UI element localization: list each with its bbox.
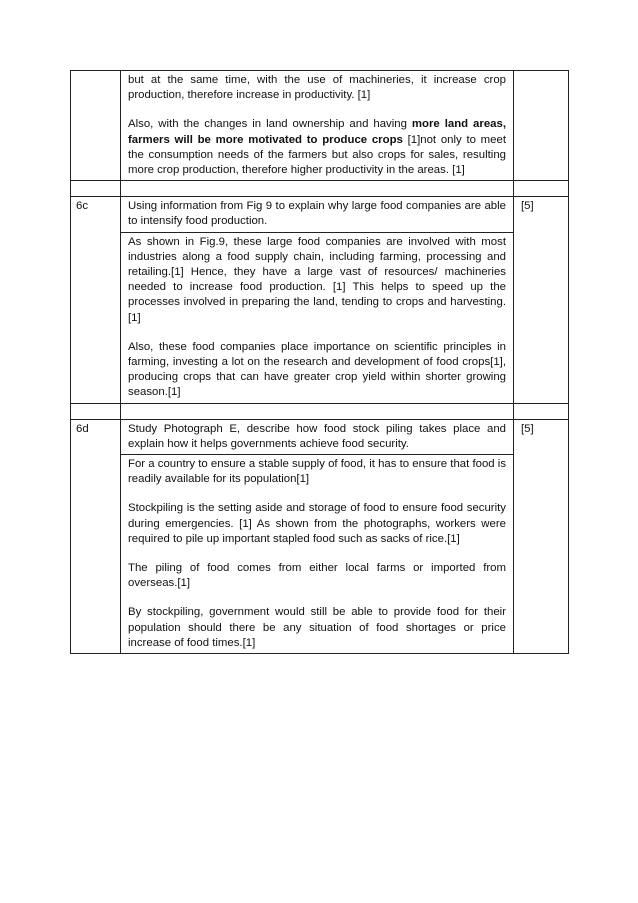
answer-paragraph: but at the same time, with the use of machineries, it increase crop production, therefore increase in productivity. [1] <box>128 74 506 102</box>
answer-paragraph: As shown in Fig.9, these large food companies are involved with most industries along a food supply chain, including farming, processing and retailing.[1] Hence, they have a large vast of resources/ machineries needed to increase food production. [1] This helps to speed up the processes involved in preparing the land, tending to crops and harvesting.[1] <box>128 235 506 324</box>
question-number-cell: 6d <box>71 419 121 653</box>
answer-paragraph: Stockpiling is the setting aside and storage of food to ensure food security during emergencies. [1] As shown from the photographs, workers were required to pile up important stapled food such as sacks of rice.[1] <box>128 502 506 545</box>
answer-cell <box>121 455 514 654</box>
question-number-cell: 6c <box>71 197 121 403</box>
marks-cell: [5] <box>514 197 569 403</box>
answer-text: Also, with the changes in land ownership and having <box>128 118 412 131</box>
answer-paragraph: By stockpiling, government would still be able to provide food for their population should there be any situation of food shortages or price increase of food times.[1] <box>128 606 506 649</box>
question-text: Study Photograph E, describe how food stock piling takes place and explain how it helps governments achieve food security. <box>121 419 514 454</box>
answer-paragraph: The piling of food comes from either local farms or imported from overseas.[1] <box>128 562 506 590</box>
table-row-question-6d <box>71 419 569 454</box>
answer-table <box>70 70 569 654</box>
table-row-6b-continued <box>71 71 569 181</box>
spacer-row <box>71 403 569 419</box>
answer-paragraph: For a country to ensure a stable supply of food, it has to ensure that food is readily available for its population[1] <box>128 458 507 486</box>
question-text: Using information from Fig 9 to explain why large food companies are able to intensify food production. <box>121 197 514 232</box>
question-number-cell <box>71 71 121 181</box>
answer-cell <box>121 232 514 403</box>
answer-cell <box>121 71 514 181</box>
table-row-answer-6d <box>71 455 569 654</box>
marks-cell <box>514 71 569 181</box>
answer-paragraph: Also, these food companies place importance on scientific principles in farming, investing a lot on the research and development of food crops[1], producing crops that can have greater crop yield within shorter growing season.[1] <box>128 340 506 399</box>
table-row-answer-6c <box>71 232 569 403</box>
answer-emphasis: more land areas, farmers will be more motivated to produce crops <box>128 118 506 146</box>
answer-paragraph <box>128 117 506 178</box>
marks-cell: [5] <box>514 419 569 653</box>
answer-text: [1]not only to meet the consumption needs of the farmers but also crops for sales, resulting more crop production, therefore higher productivity in the areas. [1] <box>128 133 506 177</box>
table-row-question-6c <box>71 197 569 232</box>
spacer-row <box>71 181 569 197</box>
